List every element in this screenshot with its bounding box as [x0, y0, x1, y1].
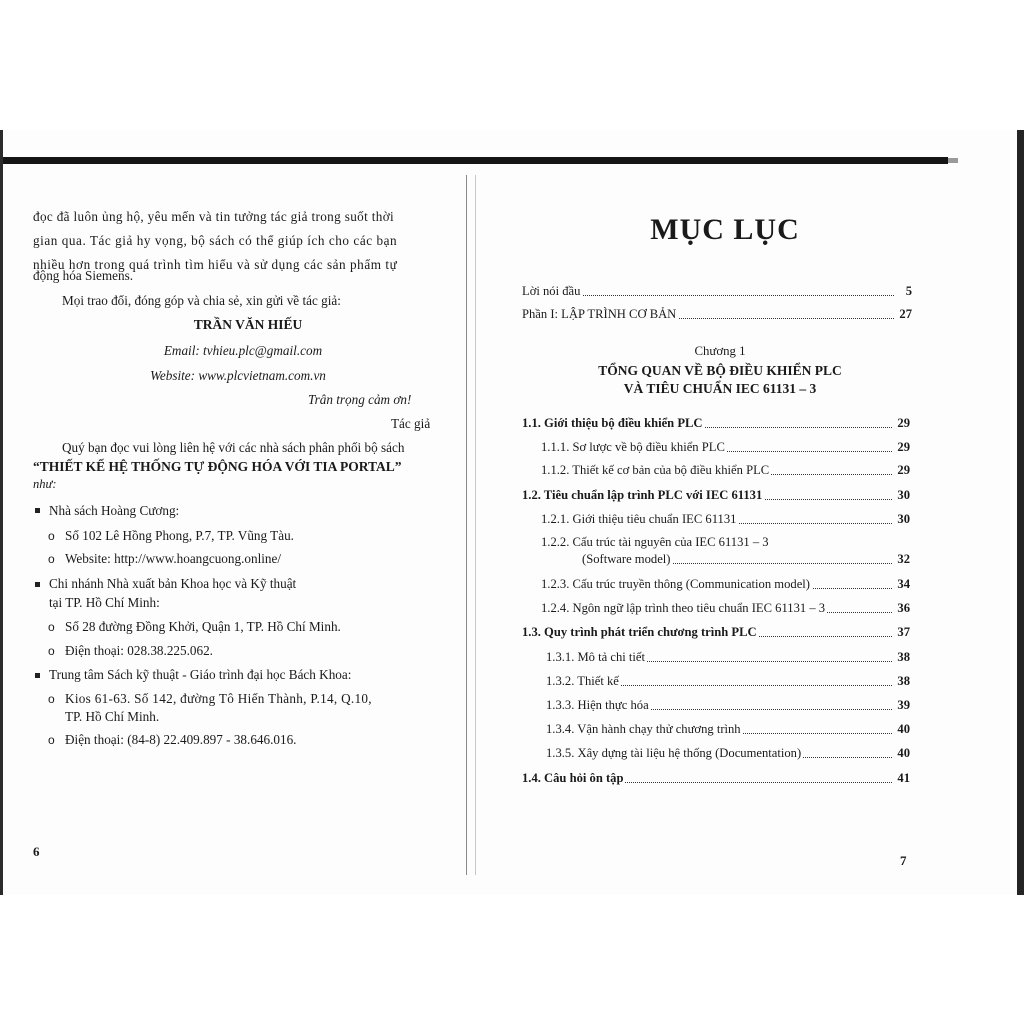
toc-page: 30	[897, 512, 910, 526]
store1-website: Website: http://www.hoangcuong.online/	[65, 551, 282, 566]
book-gutter	[466, 175, 467, 875]
toc-entry-1-3-2[interactable]	[546, 673, 910, 689]
toc-label: 1.3. Quy trình phát triển chương trình PLC	[522, 625, 757, 639]
toc-entry-1-1[interactable]	[522, 415, 910, 431]
toc-entry-1-2-3[interactable]	[541, 576, 910, 592]
toc-entry-1-3-5[interactable]	[546, 745, 910, 761]
thanks-text: Trân trọng cảm ơn!	[308, 392, 412, 407]
signature: Tác giả	[391, 416, 431, 431]
author-email: Email: tvhieu.plc@gmail.com	[163, 343, 323, 358]
toc-label: 1.4. Câu hỏi ôn tập	[522, 771, 624, 785]
toc-label: 1.2.4. Ngôn ngữ lập trình theo tiêu chuẩn IEC 61131 – 3	[541, 601, 826, 615]
toc-entry-1-3[interactable]	[522, 624, 910, 640]
toc-entry-1-2-1[interactable]	[541, 511, 910, 527]
bullet-circle-3: o	[48, 620, 55, 634]
top-edge-fade	[948, 158, 958, 163]
toc-page: 29	[897, 416, 910, 430]
right-page-number: 7	[900, 853, 907, 868]
store3-name: Trung tâm Sách kỹ thuật - Giáo trình đại học Bách Khoa:	[49, 667, 352, 682]
store3-address-line2: TP. Hồ Chí Minh.	[65, 709, 160, 724]
left-page-number: 6	[33, 844, 40, 859]
toc-label: 1.3.1. Mô tả chi tiết	[546, 650, 645, 664]
toc-entry-1-3-1[interactable]	[546, 649, 910, 665]
toc-page: 40	[897, 722, 910, 736]
toc-entry-1-3-4[interactable]	[546, 721, 910, 737]
toc-entry-phan-1[interactable]	[522, 306, 912, 322]
store2-name-line1: Chi nhánh Nhà xuất bản Khoa học và Kỹ thuật	[49, 576, 297, 591]
toc-label: 1.1. Giới thiệu bộ điều khiển PLC	[522, 416, 703, 430]
toc-label: 1.3.5. Xây dựng tài liệu hệ thống (Documentation)	[546, 746, 802, 760]
toc-label: Lời nói đầu	[522, 284, 581, 298]
store2-name-line2: tại TP. Hồ Chí Minh:	[49, 595, 160, 610]
toc-entry-1-1-1[interactable]	[541, 439, 910, 455]
toc-entry-1-2-2-line1: 1.2.2. Cấu trúc tài nguyên của IEC 61131 – 3	[541, 535, 769, 549]
contact-intro: Mọi trao đổi, đóng góp và chia sẻ, xin gửi về tác giả:	[62, 293, 341, 308]
store2-phone: Điện thoại: 028.38.225.062.	[65, 643, 213, 658]
store3-phone: Điện thoại: (84-8) 22.409.897 - 38.646.016.	[65, 732, 297, 747]
toc-label: 1.3.2. Thiết kế	[546, 674, 619, 688]
bullet-circle-4: o	[48, 644, 55, 658]
paragraph-line-2: gian qua. Tác giả hy vọng, bộ sách có thể giúp ích cho các bạn	[33, 233, 398, 248]
paragraph-line-1: đọc đã luôn ủng hộ, yêu mến và tin tưởng tác giả trong suốt thời	[33, 209, 395, 224]
toc-label: 1.1.2. Thiết kế cơ bản của bộ điều khiển PLC	[541, 463, 770, 477]
toc-entry-1-2-2[interactable]	[582, 551, 910, 567]
author-website: Website: www.plcvietnam.com.vn	[150, 368, 326, 383]
toc-label: 1.1.1. Sơ lược về bộ điều khiển PLC	[541, 440, 725, 454]
toc-page: 38	[897, 650, 910, 664]
toc-page: 29	[897, 463, 910, 477]
toc-title: MỤC LỤC	[650, 213, 800, 246]
bullet-circle-6: o	[48, 733, 55, 747]
toc-label: 1.2.3. Cấu trúc truyền thông (Communication model)	[541, 577, 810, 591]
chapter-title-line1: TỔNG QUAN VỀ BỘ ĐIỀU KHIỂN PLC	[598, 363, 842, 378]
toc-label: 1.3.4. Vận hành chạy thử chương trình	[546, 722, 741, 736]
toc-label: Phần I: LẬP TRÌNH CƠ BẢN	[522, 307, 677, 321]
bullet-square-1	[35, 508, 40, 513]
toc-page: 39	[897, 698, 910, 712]
toc-page: 30	[897, 488, 910, 502]
toc-entry-loi-noi-dau[interactable]	[522, 283, 912, 299]
toc-label: 1.3.3. Hiện thực hóa	[546, 698, 649, 712]
store1-address: Số 102 Lê Hồng Phong, P.7, TP. Vũng Tàu.	[65, 528, 294, 543]
author-name: TRẦN VĂN HIẾU	[193, 317, 303, 332]
book-title: “THIẾT KẾ HỆ THỐNG TỰ ĐỘNG HÓA VỚI TIA PORTAL”	[33, 459, 402, 474]
nhu-text: như:	[33, 477, 57, 491]
toc-page: 41	[897, 771, 910, 785]
store2-address: Số 28 đường Đồng Khởi, Quận 1, TP. Hồ Chí Minh.	[65, 619, 341, 634]
toc-page: 27	[899, 307, 912, 321]
toc-entry-1-1-2[interactable]	[541, 462, 910, 478]
toc-label: 1.2. Tiêu chuẩn lập trình PLC với IEC 61131	[522, 488, 763, 502]
toc-page: 37	[897, 625, 910, 639]
bullet-square-2	[35, 582, 40, 587]
toc-page: 36	[897, 601, 910, 615]
toc-page: 5	[905, 284, 912, 298]
toc-entry-1-2-4[interactable]	[541, 600, 910, 616]
toc-entry-1-4[interactable]	[522, 770, 910, 786]
toc-label: (Software model)	[582, 552, 671, 566]
bullet-square-3	[35, 673, 40, 678]
store1-name: Nhà sách Hoàng Cương:	[49, 503, 180, 518]
book-gutter-shadow	[475, 175, 476, 875]
toc-label: 1.2.1. Giới thiệu tiêu chuẩn IEC 61131	[541, 512, 737, 526]
toc-page: 38	[897, 674, 910, 688]
bullet-circle-1: o	[48, 529, 55, 543]
bullet-circle-5: o	[48, 692, 55, 706]
store3-address-line1: Kios 61-63. Số 142, đường Tô Hiến Thành, P.14, Q.10,	[65, 691, 372, 706]
chapter-label: Chương 1	[694, 344, 746, 358]
toc-page: 34	[897, 577, 910, 591]
toc-entry-1-3-3[interactable]	[546, 697, 910, 713]
right-edge-shadow	[1017, 130, 1024, 895]
distributor-intro: Quý bạn đọc vui lòng liên hệ với các nhà sách phân phối bộ sách	[62, 440, 405, 455]
chapter-title-line2: VÀ TIÊU CHUẨN IEC 61131 – 3	[623, 381, 817, 396]
toc-page: 32	[897, 552, 910, 566]
left-edge-shadow	[0, 130, 3, 895]
toc-page: 40	[897, 746, 910, 760]
top-edge-shadow	[0, 157, 948, 164]
toc-entry-1-2[interactable]	[522, 487, 910, 503]
paragraph-line-3: nhiều hơn trong quá trình tìm hiểu và sử dụng các sản phẩm tự	[33, 257, 398, 272]
paragraph-line-4: động hóa Siemens.	[33, 268, 133, 283]
bullet-circle-2: o	[48, 552, 55, 566]
toc-page: 29	[897, 440, 910, 454]
